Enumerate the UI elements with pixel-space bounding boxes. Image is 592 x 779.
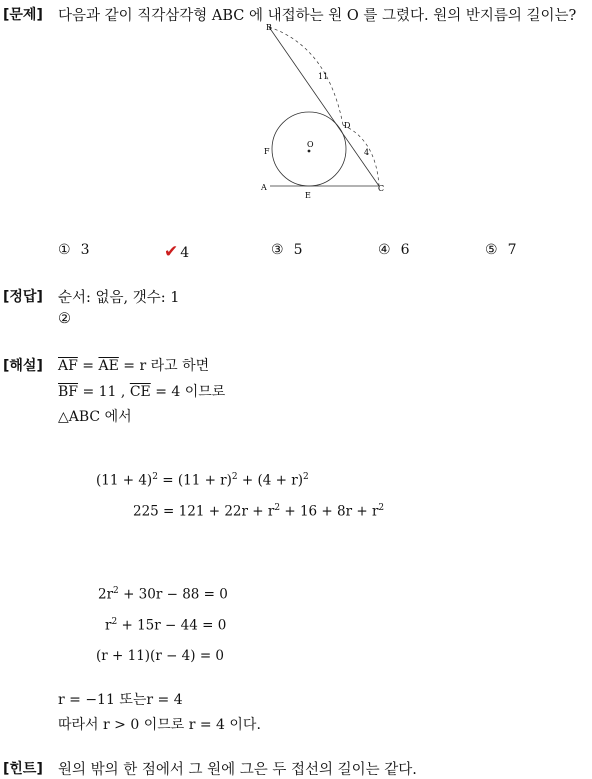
center-dot [308, 150, 311, 153]
equation-4: $r^2 + 15r - 44 = 0$ [105, 617, 227, 634]
choice-5-mark: ⑤ [485, 242, 498, 258]
label-d: D [344, 121, 351, 130]
solution-line-3: △ABC 에서 [58, 409, 132, 425]
choice-1[interactable] [58, 242, 89, 258]
solution-line-1 [58, 355, 209, 375]
equals: = [77, 358, 99, 374]
label-dc-length: 4 [364, 148, 370, 157]
label-f: F [264, 147, 270, 156]
segment-af: $\overline{AF}$ [58, 358, 78, 374]
side-bc [269, 27, 379, 186]
question-text: 다음과 같이 직각삼각형 ABC 에 내접하는 원 O 를 그렸다. 원의 반지름의 길이는? [58, 8, 577, 24]
triangle-figure [258, 22, 398, 202]
choice-4-value: 6 [400, 242, 410, 258]
label-c: C [378, 184, 385, 193]
choice-1-mark: ① [58, 242, 71, 258]
answer-mark: ② [58, 311, 71, 327]
arc-bd [269, 27, 343, 125]
label-bd-length: 11 [318, 72, 329, 81]
answer-tag: [정답] [3, 289, 43, 305]
line-2-mid: = 11 , [78, 384, 130, 400]
segment-bf: $\overline{BF}$ [58, 384, 79, 400]
choice-5[interactable] [485, 242, 516, 258]
solution-line-4: r = −11 또는r = 4 [58, 692, 183, 708]
choice-1-value: 3 [80, 242, 90, 258]
label-a: A [261, 183, 267, 192]
answer-line: 순서: 없음, 갯수: 1 [58, 290, 180, 306]
solution-tag: [해설] [3, 358, 43, 374]
label-o: O [307, 140, 314, 149]
checkmark-icon: ✔ [164, 242, 179, 262]
choice-4[interactable] [378, 242, 409, 258]
hint-tag: [힌트] [3, 761, 43, 777]
equation-5: (r + 11)(r − 4) = 0 [96, 648, 225, 664]
label-b: B [266, 23, 272, 32]
choice-2-value: 4 [180, 245, 190, 261]
line-2-rest: = 4 이므로 [150, 384, 226, 400]
choice-3[interactable] [271, 242, 302, 258]
segment-ce: $\overline{CE}$ [129, 384, 151, 400]
equation-3: $2r^2 + 30r - 88 = 0$ [98, 586, 228, 603]
label-e: E [305, 191, 311, 200]
solution-line-2 [58, 381, 225, 401]
line-1-rest: = r 라고 하면 [118, 358, 210, 374]
incircle [272, 112, 346, 186]
choice-4-mark: ④ [378, 242, 391, 258]
question-tag: [문제] [3, 7, 43, 23]
solution-line-5: 따라서 r > 0 이므로 r = 4 이다. [58, 717, 261, 733]
choice-3-mark: ③ [271, 242, 284, 258]
equation-1: $(11 + 4)^2 = (11 + r)^2 + (4 + r)^2$ [96, 472, 309, 489]
choice-3-value: 5 [293, 242, 303, 258]
segment-ae: $\overline{AE}$ [98, 358, 119, 374]
arc-dc [343, 125, 379, 186]
choice-5-value: 7 [507, 242, 517, 258]
hint-text: 원의 밖의 한 점에서 그 원에 그은 두 접선의 길이는 같다. [58, 762, 417, 778]
equation-2: $225 = 121 + 22r + r^2 + 16 + 8r + r^2$ [133, 503, 385, 520]
choice-2[interactable] [164, 242, 189, 262]
